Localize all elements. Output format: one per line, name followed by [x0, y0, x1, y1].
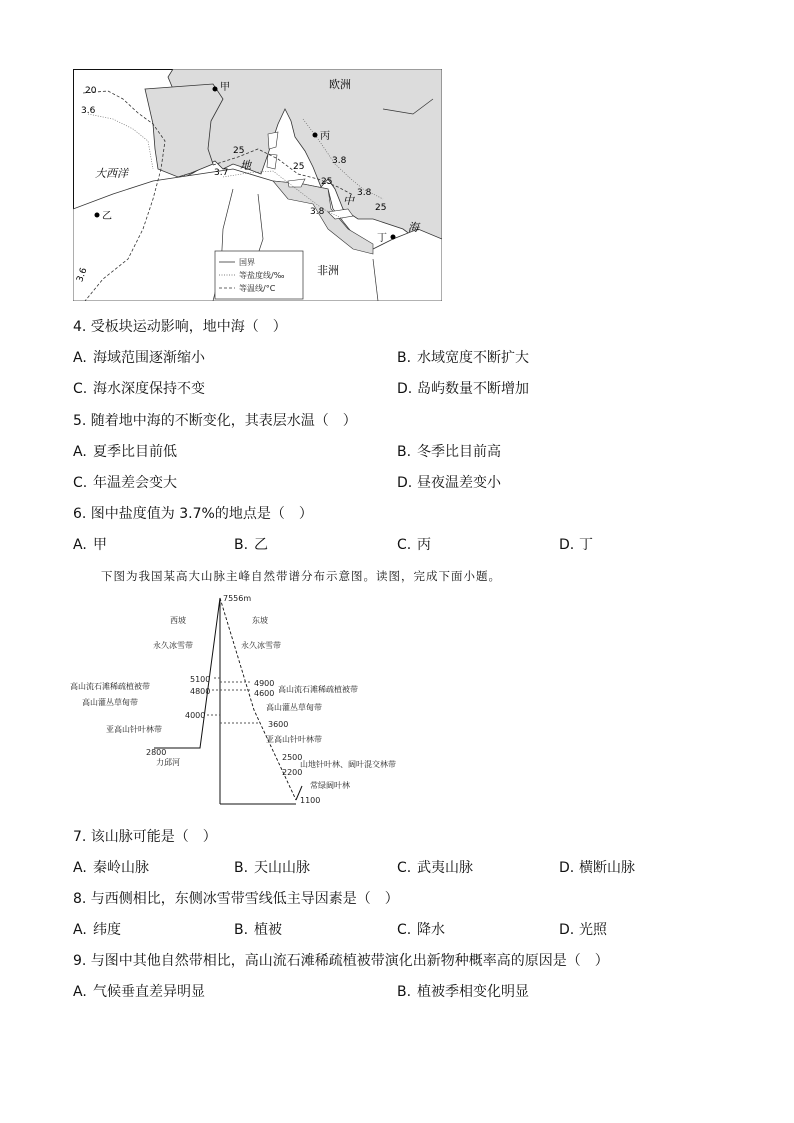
- isoline-label: 3.8: [310, 207, 325, 217]
- isoline-label: 3.8: [332, 156, 347, 166]
- east-shrub-zone: 高山灌丛草甸带: [266, 703, 322, 712]
- west-slope-label: 西坡: [170, 616, 186, 625]
- sea-label-zhong: 中: [343, 194, 354, 207]
- option-7d[interactable]: D. 横断山脉: [559, 860, 635, 876]
- west-sparse-zone: 高山流石滩稀疏植被带: [70, 682, 150, 691]
- legend-temperature: 等温线/°C: [239, 284, 276, 293]
- isoline-label: 3.6: [75, 266, 90, 284]
- legend-border: 国界: [239, 258, 255, 267]
- option-7c[interactable]: C. 武夷山脉: [397, 860, 473, 876]
- option-6d[interactable]: D. 丁: [559, 537, 593, 553]
- question-4: 4. 受板块运动影响，地中海（ ）: [73, 319, 287, 335]
- option-6a[interactable]: A. 甲: [73, 537, 107, 553]
- option-8d[interactable]: D. 光照: [559, 922, 607, 938]
- europe-label: 欧洲: [329, 78, 351, 91]
- west-conifer-zone: 亚高山针叶林带: [106, 725, 162, 734]
- option-8a[interactable]: A. 纬度: [73, 922, 121, 938]
- west-elev-4800: 4800: [190, 687, 211, 696]
- east-elev-2500: 2500: [282, 753, 303, 762]
- sea-label-di: 地: [240, 159, 251, 172]
- river-label: 力邱河: [156, 758, 180, 767]
- east-elev-4900: 4900: [254, 679, 275, 688]
- east-elev-1100: 1100: [300, 796, 321, 805]
- option-5d[interactable]: D. 昼夜温差变小: [397, 475, 501, 491]
- option-5c[interactable]: C. 年温差会变大: [73, 475, 177, 491]
- west-snow-belt: 永久冰雪带: [153, 641, 193, 650]
- option-4a[interactable]: A. 海域范围逐渐缩小: [73, 350, 205, 366]
- point-ding: 丁: [377, 233, 387, 244]
- option-6b[interactable]: B. 乙: [234, 537, 268, 553]
- isoline-label: 20: [85, 86, 97, 96]
- point-jia: 甲: [220, 82, 230, 93]
- west-elev-5100: 5100: [190, 675, 211, 684]
- map-legend: [215, 251, 303, 299]
- option-7a[interactable]: A. 秦岭山脉: [73, 860, 149, 876]
- africa-label: 非洲: [317, 264, 339, 277]
- option-5b[interactable]: B. 冬季比目前高: [397, 444, 501, 460]
- point-yi: 乙: [102, 211, 112, 222]
- question-5: 5. 随着地中海的不断变化，其表层水温（ ）: [73, 413, 357, 429]
- point-bing: 丙: [320, 131, 330, 142]
- isoline-label: 3.7: [214, 168, 229, 178]
- west-elev-2800: 2800: [146, 748, 167, 757]
- east-elev-4600: 4600: [254, 689, 275, 698]
- option-4b[interactable]: B. 水域宽度不断扩大: [397, 350, 529, 366]
- west-shrub-zone: 高山灌丛草甸带: [82, 698, 138, 707]
- mountain-zonation-diagram: [66, 590, 426, 810]
- option-8c[interactable]: C. 降水: [397, 922, 445, 938]
- isoline-label: 3.6: [81, 106, 96, 116]
- option-9b[interactable]: B. 植被季相变化明显: [397, 984, 529, 1000]
- option-4c[interactable]: C. 海水深度保持不变: [73, 381, 205, 397]
- option-6c[interactable]: C. 丙: [397, 537, 431, 553]
- atlantic-label: 大西洋: [95, 167, 128, 180]
- option-4d[interactable]: D. 岛屿数量不断增加: [397, 381, 529, 397]
- legend-salinity: 等盐度线/‰: [239, 271, 285, 280]
- peak-height: 7556m: [223, 594, 252, 603]
- isoline-label: 25: [375, 203, 387, 213]
- option-9a[interactable]: A. 气候垂直差异明显: [73, 984, 205, 1000]
- east-mixed-zone: 山地针叶林、阔叶混交林带: [300, 760, 396, 769]
- option-7b[interactable]: B. 天山山脉: [234, 860, 310, 876]
- east-elev-2200: 2200: [282, 768, 303, 777]
- question-8: 8. 与西侧相比，东侧冰雪带雪线低主导因素是（ ）: [73, 891, 399, 907]
- option-5a[interactable]: A. 夏季比目前低: [73, 444, 177, 460]
- section-intro: 下图为我国某高大山脉主峰自然带谱分布示意图。读图，完成下面小题。: [101, 569, 501, 583]
- question-7: 7. 该山脉可能是（ ）: [73, 829, 217, 845]
- west-elev-4000: 4000: [185, 711, 206, 720]
- question-6: 6. 图中盐度值为 3.7%的地点是（ ）: [73, 506, 313, 522]
- mediterranean-map: [73, 69, 442, 301]
- question-9: 9. 与图中其他自然带相比，高山流石滩稀疏植被带演化出新物种概率高的原因是（ ）: [73, 953, 609, 969]
- east-conifer-zone: 亚高山针叶林带: [266, 735, 322, 744]
- sea-label-hai: 海: [408, 221, 419, 234]
- east-broadleaf-zone: 常绿阔叶林: [310, 781, 350, 790]
- isoline-label: 25: [321, 177, 333, 187]
- isoline-label: 25: [233, 146, 245, 156]
- east-slope-label: 东坡: [252, 616, 268, 625]
- east-snow-belt: 永久冰雪带: [241, 641, 281, 650]
- east-elev-3600: 3600: [268, 720, 289, 729]
- east-sparse-zone: 高山流石滩稀疏植被带: [278, 685, 358, 694]
- isoline-label: 3.8: [357, 188, 372, 198]
- isoline-label: 25: [293, 162, 305, 172]
- option-8b[interactable]: B. 植被: [234, 922, 282, 938]
